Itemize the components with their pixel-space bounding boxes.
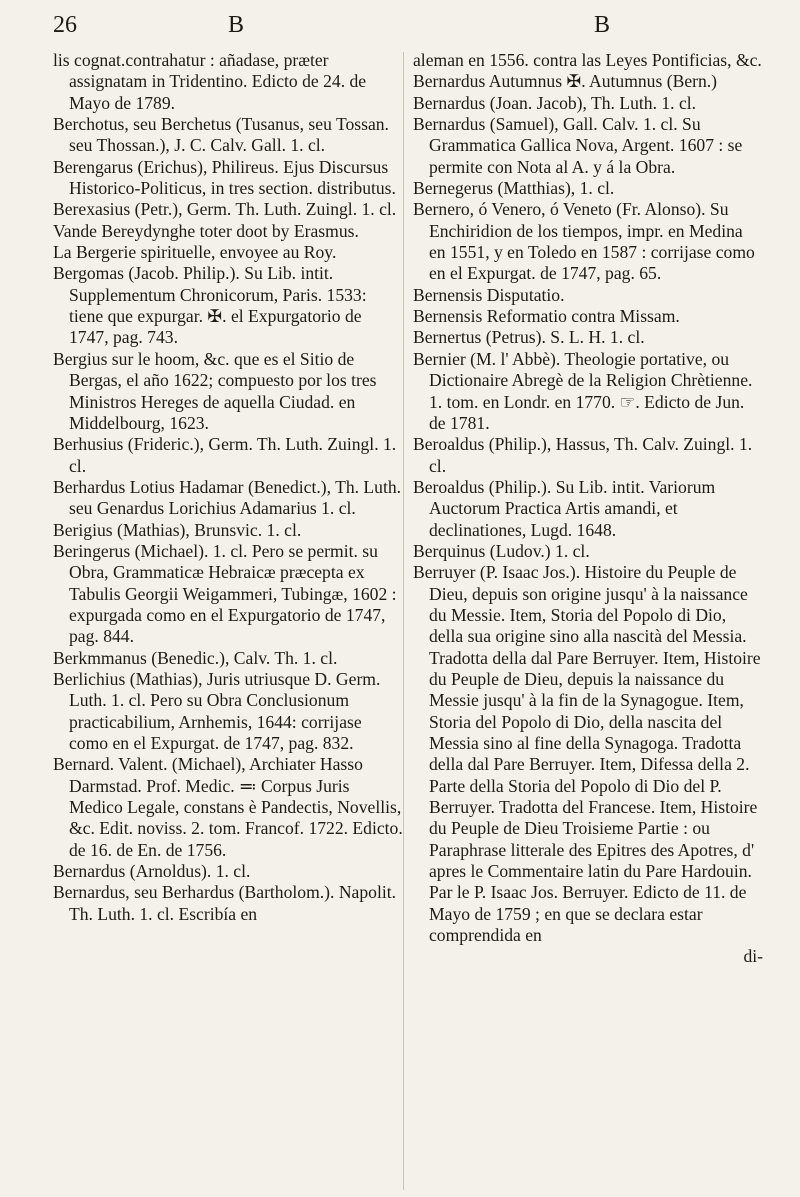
index-entry: Berquinus (Ludov.) 1. cl. bbox=[413, 540, 590, 561]
column-rule bbox=[403, 52, 404, 1190]
index-entry: Bernardus, seu Berhardus (Bartholom.). Napolit. Th. Luth. 1. cl. Escribía en bbox=[53, 882, 397, 924]
left-column bbox=[53, 50, 403, 925]
right-running-letter: B bbox=[594, 12, 611, 38]
index-entry: Bergomas (Jacob. Philip.). Su Lib. intit. Supplementum Chronicorum, Paris. 1533: tiene que expurgar. ✠. el Expurgatorio de 1747, pag. 743. bbox=[53, 263, 367, 348]
index-entry: Vande Bereydynghe toter doot by Erasmus. bbox=[53, 220, 359, 241]
page-number: 26 bbox=[53, 12, 77, 38]
index-entry: Berengarus (Erichus), Philireus. Ejus Discursus Historico-Politicus, in tres section. distributus. bbox=[53, 156, 396, 199]
index-entry: Berkmmanus (Benedic.), Calv. Th. 1. cl. bbox=[53, 647, 338, 668]
index-entry: Berruyer (P. Isaac Jos.). Histoire du Peuple de Dieu, depuis son origine jusqu' à la naissance du Messie. Item, Storia del Popolo di Dio, della sua origine sino alla nascità del Messia. Tradotta della dal Pare Berruyer. Item, Histoire du Peuple de Dieu, depuis la naissance du Messie jusqu' à la fin de la Synagogue. Item, Storia del Popolo di Dio, della nascita del Messia sino al fine della Synagoga. Tradotta della dal Pare Berruyer. Item, Difessa della 2. Parte della Storia del Popolo di Dio del P. Berruyer. Tradotta del Francese. Item, Histoire du Peuple de Dieu Troisieme Partie : ou Paraphrase litterale des Epitres des Apotres, d' apres le Commentaire latin du Pare Hardouin. Par le P. Isaac Jos. Berruyer. Edicto de 11. de Mayo de 1759 ; en que se declara estar comprendida en bbox=[413, 562, 761, 946]
index-entry: La Bergerie spirituelle, envoyee au Roy. bbox=[53, 242, 337, 263]
index-entry: Berhardus Lotius Hadamar (Benedict.), Th. Luth. seu Genardus Lorichius Adamarius 1. cl. bbox=[53, 476, 402, 519]
index-entry: Beringerus (Michael). 1. cl. Pero se permit. su Obra, Grammaticæ Hebraicæ præcepta ex Tabulis Georgii Weigammeri, Tubingæ, 1602 : expurgada como en el Expurgatorio de 1747, pag. 844. bbox=[53, 540, 397, 647]
index-entry: Berigius (Mathias), Brunsvic. 1. cl. bbox=[53, 519, 302, 540]
index-entry: Berexasius (Petr.), Germ. Th. Luth. Zuingl. 1. cl. bbox=[53, 199, 397, 220]
index-entry: Bernier (M. l' Abbè). Theologie portative, ou Dictionaire Abregè de la Religion Chrètienne. 1. tom. en Londr. en 1770. ☞. Edicto de Jun. de 1781. bbox=[413, 348, 753, 433]
index-entry: Beroaldus (Philip.), Hassus, Th. Calv. Zuingl. 1. cl. bbox=[413, 434, 753, 476]
index-entry: Bernard. Valent. (Michael), Archiater Hasso Darmstad. Prof. Medic. ≕ Corpus Juris Medico Legale, constans è Pandectis, Novellis, &c. Edit. noviss. 2. tom. Francof. 1722. Edicto. de 16. de En. de 1756. bbox=[53, 754, 403, 860]
index-entry: Bernardus (Arnoldus). 1. cl. bbox=[53, 861, 251, 882]
index-entry: Bernero, ó Venero, ó Veneto (Fr. Alonso). Su Enchiridion de los tiempos, impr. en Medina en 1551, y en Toledo en 1587 : corrijase como en el Expurgat. de 1747, pag. 65. bbox=[413, 199, 755, 284]
index-entry: Bernensis Reformatio contra Missam. bbox=[413, 306, 680, 327]
index-entry: Berchotus, seu Berchetus (Tusanus, seu Tossan. seu Thossan.), J. C. Calv. Gall. 1. cl. bbox=[53, 114, 389, 156]
right-column bbox=[413, 50, 763, 968]
index-entry: Berhusius (Frideric.), Germ. Th. Luth. Zuingl. 1. cl. bbox=[53, 434, 397, 476]
index-entry: Berlichius (Mathias), Juris utriusque D. Germ. Luth. 1. cl. Pero su Obra Conclusionum practicabilium, Arnhemis, 1644: corrijase como en el Expurgat. de 1747, pag. 832. bbox=[53, 668, 381, 753]
index-entry: Bernertus (Petrus). S. L. H. 1. cl. bbox=[413, 327, 645, 348]
index-entry: aleman en 1556. contra las Leyes Pontificias, &c. bbox=[413, 50, 762, 70]
index-entry: Bernardus Autumnus ✠. Autumnus (Bern.) bbox=[413, 71, 718, 92]
left-running-letter: B bbox=[228, 12, 245, 38]
index-entry: Bernensis Disputatio. bbox=[413, 284, 565, 305]
index-entry: Bernardus (Samuel), Gall. Calv. 1. cl. Su Grammatica Gallica Nova, Argent. 1607 : se permite con Nota al A. y á la Obra. bbox=[413, 114, 743, 177]
index-entry: lis cognat.contrahatur : añadase, præter assignatam in Tridentino. Edicto de 24. de Mayo de 1789. bbox=[53, 50, 367, 113]
index-entry: Bernardus (Joan. Jacob), Th. Luth. 1. cl. bbox=[413, 92, 697, 113]
index-entry: Beroaldus (Philip.). Su Lib. intit. Variorum Auctorum Practica Artis amandi, et declinationes, Lugd. 1648. bbox=[413, 476, 716, 540]
index-entry: Bergius sur le hoom, &c. que es el Sitio de Bergas, el año 1622; compuesto por los tres Ministros Hereges de aquella Ciudad. en Middelbourg, 1623. bbox=[53, 348, 377, 433]
catchword: di- bbox=[743, 946, 763, 967]
index-entry: Bernegerus (Matthias), 1. cl. bbox=[413, 178, 615, 199]
